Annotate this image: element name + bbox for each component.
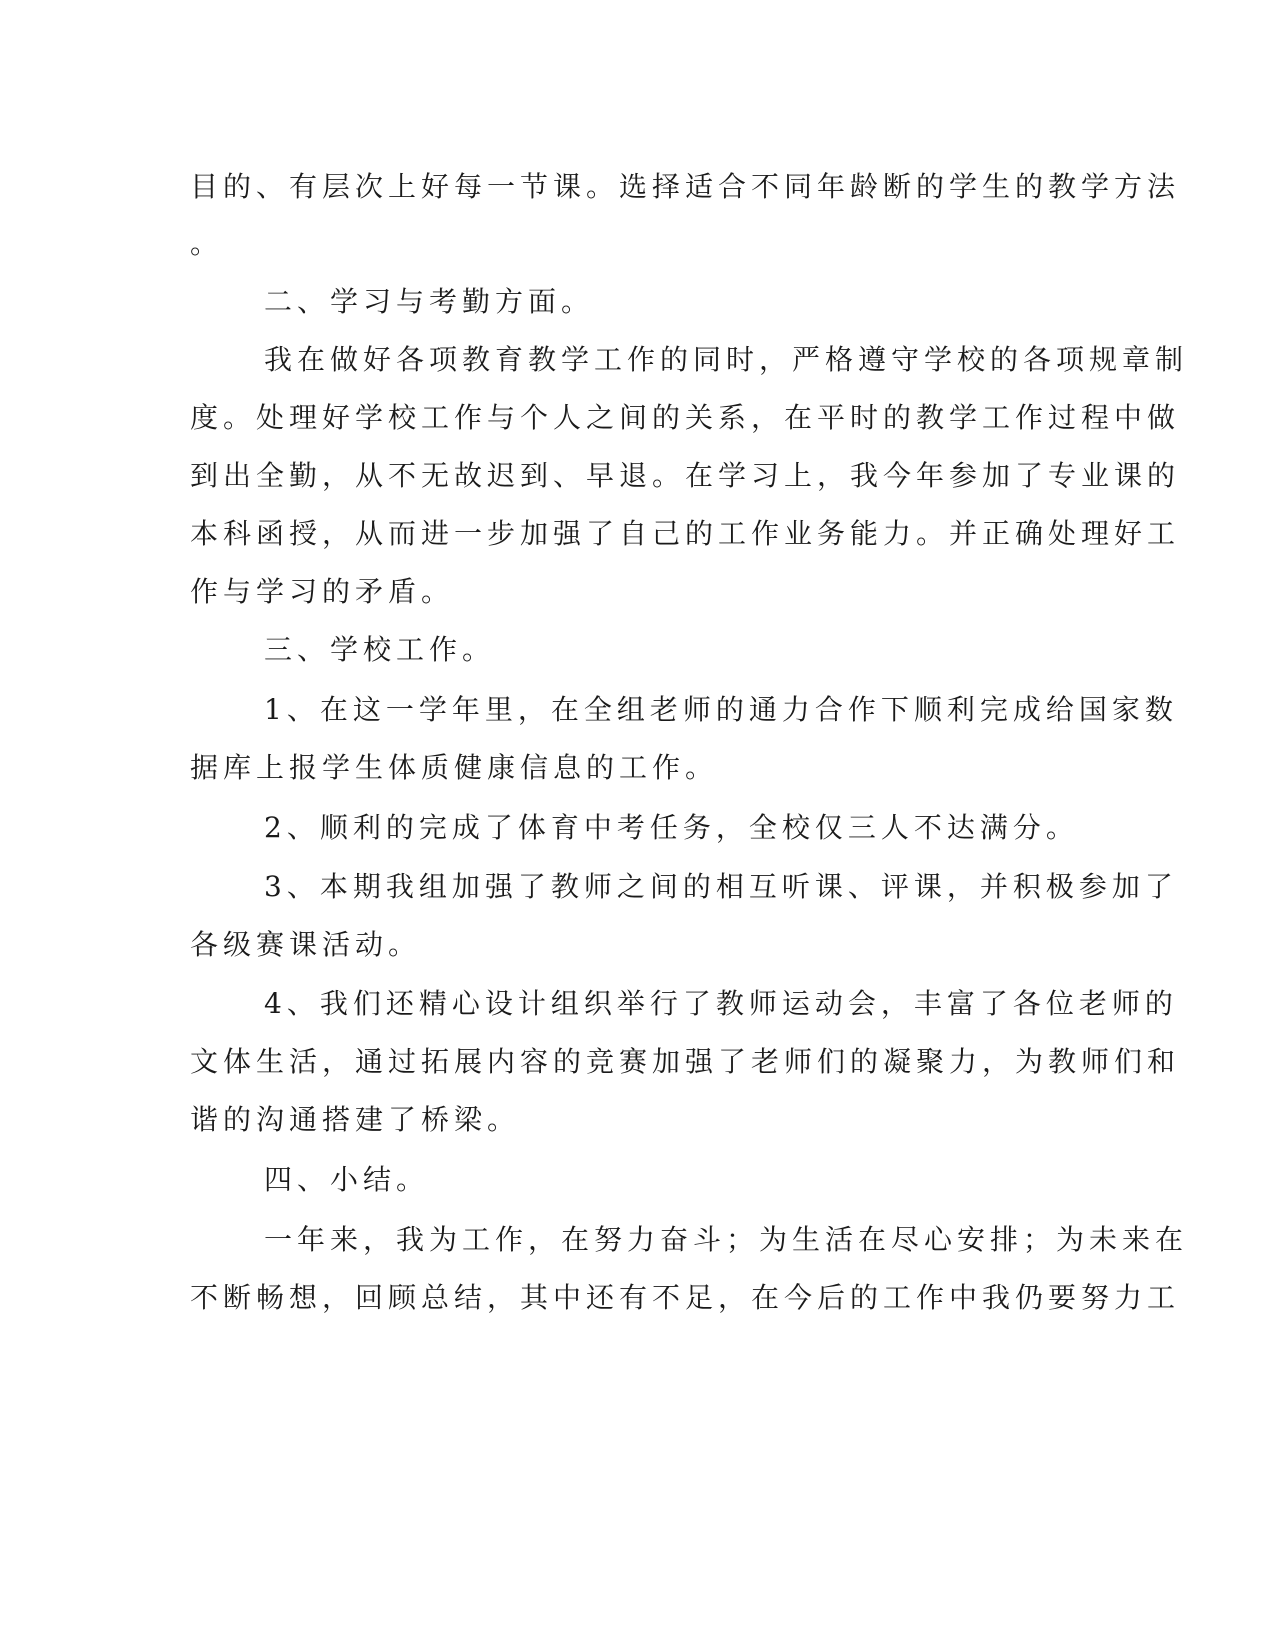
text-line: 2、顺利的完成了体育中考任务，全校仅三人不达满分。 xyxy=(264,811,1079,844)
text-line: 据库上报学生体质健康信息的工作。 xyxy=(190,751,719,784)
text-line: 目的、有层次上好每一节课。选择适合不同年龄断的学生的教学方法 xyxy=(190,170,1181,203)
text-line: 1、在这一学年里，在全组老师的通力合作下顺利完成给国家数 xyxy=(264,693,1178,726)
text-line: 作与学习的矛盾。 xyxy=(190,575,455,608)
text-line: 4、我们还精心设计组织举行了教师运动会，丰富了各位老师的 xyxy=(264,987,1178,1020)
text-line: 文体生活，通过拓展内容的竞赛加强了老师们的凝聚力，为教师们和 xyxy=(190,1045,1181,1078)
text-line: 。 xyxy=(190,227,224,260)
text-line: 一年来，我为工作，在努力奋斗；为生活在尽心安排；为未来在 xyxy=(264,1223,1189,1256)
text-line: 度。处理好学校工作与个人之间的关系，在平时的教学工作过程中做 xyxy=(190,401,1181,434)
text-line: 本科函授，从而进一步加强了自己的工作业务能力。并正确处理好工 xyxy=(190,517,1181,550)
text-line: 到出全勤，从不无故迟到、早退。在学习上，我今年参加了专业课的 xyxy=(190,459,1181,492)
text-line: 我在做好各项教育教学工作的同时，严格遵守学校的各项规章制 xyxy=(264,343,1189,376)
section-heading: 四、小结。 xyxy=(264,1163,430,1196)
text-line: 3、本期我组加强了教师之间的相互听课、评课，并积极参加了 xyxy=(264,870,1178,903)
section-heading: 二、学习与考勤方面。 xyxy=(264,285,595,318)
text-line: 不断畅想，回顾总结，其中还有不足，在今后的工作中我仍要努力工 xyxy=(190,1281,1181,1314)
section-heading: 三、学校工作。 xyxy=(264,633,496,666)
text-line: 各级赛课活动。 xyxy=(190,928,422,961)
text-line: 谐的沟通搭建了桥梁。 xyxy=(190,1103,521,1136)
